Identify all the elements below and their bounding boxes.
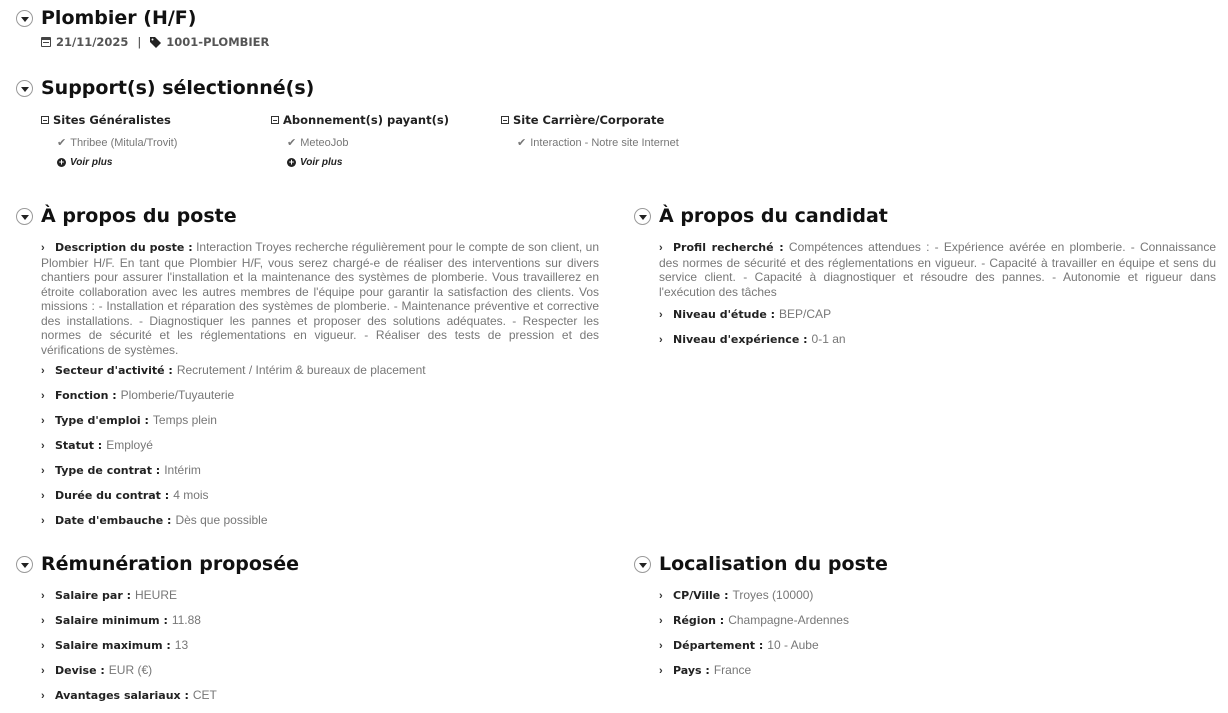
list-item: › Devise : EUR (€) xyxy=(41,663,153,677)
job-title: Plombier (H/F) xyxy=(41,7,197,29)
supports-title: Support(s) sélectionné(s) xyxy=(41,77,315,99)
localisation-section xyxy=(634,552,888,576)
chevron-right-icon: › xyxy=(659,665,663,677)
voir-plus-link[interactable]: + Voir plus xyxy=(288,157,343,168)
list-item: › Type de contrat : Intérim xyxy=(41,463,201,477)
support-item: ✔ MeteoJob xyxy=(287,136,349,149)
chevron-right-icon: › xyxy=(41,590,45,602)
chevron-right-icon: › xyxy=(41,490,45,502)
list-item: › Durée du contrat : 4 mois xyxy=(41,488,209,502)
remuneration-fields xyxy=(41,588,217,713)
list-item: › Pays : France xyxy=(659,663,752,677)
support-item: ✔ Interaction - Notre site Internet xyxy=(517,136,679,149)
remuneration-title: Rémunération proposée xyxy=(41,553,299,575)
list-item: › Département : 10 - Aube xyxy=(659,638,819,652)
collapse-minus-icon[interactable] xyxy=(271,116,279,124)
collapse-toggle-icon[interactable] xyxy=(16,556,33,573)
meta-separator: | xyxy=(137,35,142,49)
list-item: › Niveau d'étude : BEP/CAP xyxy=(659,307,832,321)
check-icon: ✔ xyxy=(517,137,527,149)
check-icon: ✔ xyxy=(57,137,67,149)
chevron-right-icon: › xyxy=(659,334,663,346)
list-item: › Salaire minimum : 11.88 xyxy=(41,613,201,627)
chevron-right-icon: › xyxy=(659,309,663,321)
plus-circle-icon: + xyxy=(288,157,295,167)
list-item: › Salaire par : HEURE xyxy=(41,588,177,602)
chevron-right-icon: › xyxy=(41,415,45,427)
chevron-right-icon: › xyxy=(41,365,45,377)
job-header xyxy=(16,6,196,30)
chevron-right-icon: › xyxy=(659,590,663,602)
chevron-right-icon: › xyxy=(41,690,45,702)
tag-icon xyxy=(150,37,161,48)
field-value: Interaction Troyes recherche régulièrement pour le compte de son client, un Plombier H/F. En tant que Plombier H/F, vous serez chargé-e de réaliser des interventions sur divers chantiers pour assurer l'installation et la maintenance des systèmes de plomberie. Vous travaillerez en étroite collaboration avec les autres membres de l'équipe pour garantir la satisfaction des clients. Vos missions : - Installation et réparation des systèmes de plomberie. - Maintenance préventive et corrective des installations. - Diagnostiquer les pannes et proposer des solutions adéquates. - Respecter les normes de sécurité et les réglementations en vigueur. - Réaliser des tests de pression et des vérifications de systèmes. xyxy=(41,240,599,357)
collapse-toggle-icon[interactable] xyxy=(16,208,33,225)
candidate-profile xyxy=(659,240,1216,299)
chevron-right-icon: › xyxy=(41,390,45,402)
collapse-minus-icon[interactable] xyxy=(41,116,49,124)
voir-plus-link[interactable]: + Voir plus xyxy=(58,157,113,168)
field-value: Compétences attendues : - Expérience avérée en plomberie. - Connaissance des normes de sécurité et des réglementations en vigueur. - Capacité à travailler en équipe et sens du service client. - Capacité à diagnostiquer et résoudre des pannes. - Autonomie et rigueur dans l'exécution des tâches xyxy=(659,240,1216,299)
job-date: 21/11/2025 xyxy=(56,35,129,49)
list-item: › Niveau d'expérience : 0-1 an xyxy=(659,332,846,346)
localisation-fields xyxy=(659,588,849,688)
chevron-right-icon: › xyxy=(41,615,45,627)
support-column-title: Sites Généralistes xyxy=(53,113,171,127)
list-item: › Secteur d'activité : Recrutement / Intérim & bureaux de placement xyxy=(41,363,426,377)
chevron-right-icon: › xyxy=(41,640,45,652)
list-item: › Statut : Employé xyxy=(41,438,153,452)
support-item: ✔ Thribee (Mitula/Trovit) xyxy=(57,136,178,149)
support-column-title: Site Carrière/Corporate xyxy=(513,113,665,127)
field-label: Description du poste : xyxy=(55,241,193,254)
localisation-title: Localisation du poste xyxy=(659,553,888,575)
support-column-generalistes xyxy=(41,113,177,168)
chevron-right-icon: › xyxy=(41,242,45,254)
candidat-fields xyxy=(659,307,846,357)
collapse-minus-icon[interactable] xyxy=(501,116,509,124)
support-column-abonnements xyxy=(271,113,449,168)
job-reference: 1001-PLOMBIER xyxy=(166,35,270,49)
chevron-right-icon: › xyxy=(41,515,45,527)
list-item: › Région : Champagne-Ardennes xyxy=(659,613,849,627)
chevron-right-icon: › xyxy=(41,465,45,477)
support-column-title: Abonnement(s) payant(s) xyxy=(283,113,449,127)
remuneration-section xyxy=(16,552,299,576)
chevron-right-icon: › xyxy=(659,615,663,627)
poste-fields xyxy=(41,363,426,538)
collapse-toggle-icon[interactable] xyxy=(634,556,651,573)
candidat-section xyxy=(634,204,888,228)
chevron-right-icon: › xyxy=(659,640,663,652)
check-icon: ✔ xyxy=(287,137,297,149)
chevron-right-icon: › xyxy=(41,440,45,452)
plus-circle-icon: + xyxy=(58,157,65,167)
job-description xyxy=(41,240,599,357)
calendar-icon xyxy=(41,37,51,47)
candidat-title: À propos du candidat xyxy=(659,205,888,227)
supports-section xyxy=(16,76,314,100)
poste-section xyxy=(16,204,237,228)
collapse-toggle-icon[interactable] xyxy=(16,80,33,97)
collapse-toggle-icon[interactable] xyxy=(634,208,651,225)
chevron-right-icon: › xyxy=(41,665,45,677)
poste-title: À propos du poste xyxy=(41,205,237,227)
list-item: › Avantages salariaux : CET xyxy=(41,688,217,702)
chevron-right-icon: › xyxy=(659,242,663,254)
list-item: › CP/Ville : Troyes (10000) xyxy=(659,588,814,602)
list-item: › Type d'emploi : Temps plein xyxy=(41,413,217,427)
collapse-toggle-icon[interactable] xyxy=(16,10,33,27)
field-label: Profil recherché : xyxy=(673,241,784,254)
list-item: › Fonction : Plomberie/Tuyauterie xyxy=(41,388,235,402)
list-item: › Date d'embauche : Dès que possible xyxy=(41,513,268,527)
support-column-corporate xyxy=(501,113,679,149)
job-meta xyxy=(41,35,269,49)
list-item: › Salaire maximum : 13 xyxy=(41,638,189,652)
